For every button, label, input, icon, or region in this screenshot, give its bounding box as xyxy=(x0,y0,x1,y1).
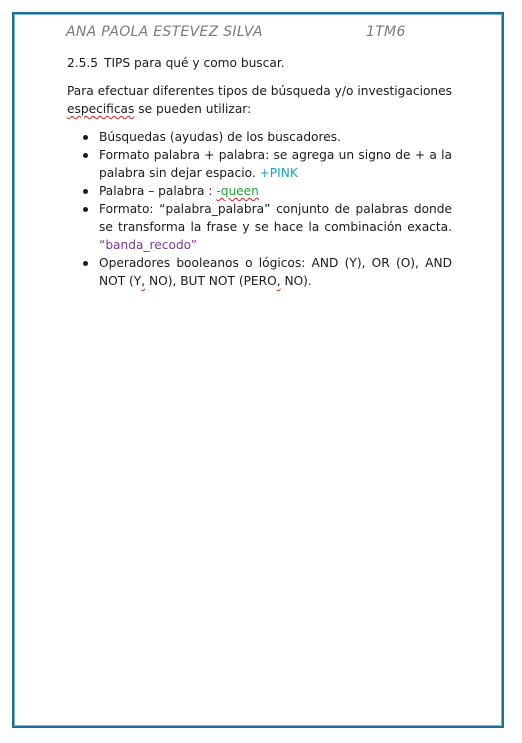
bullet-text: Operadores booleanos o lógicos: AND (Y), OR (O), AND NOT (Y xyxy=(99,256,452,288)
document-body xyxy=(67,54,452,290)
tips-list xyxy=(67,128,452,290)
section-number: 2.5.5 xyxy=(67,56,99,70)
example-exact-phrase: “banda_recodo” xyxy=(99,238,198,252)
list-item xyxy=(99,254,452,290)
document-header xyxy=(66,24,466,46)
bullet-text: Búsquedas (ayudas) de los buscadores. xyxy=(99,130,341,144)
bullet-text: Palabra – palabra : xyxy=(99,184,217,198)
spellcheck-flagged-word: especificas xyxy=(67,102,135,116)
example-minus-queen: -queen xyxy=(216,184,259,198)
spellcheck-flagged-comma: , xyxy=(276,274,281,288)
section-title: TIPS para qué y como buscar. xyxy=(104,56,285,70)
spellcheck-flagged-comma: , xyxy=(141,274,146,288)
bullet-text: Formato palabra + palabra: se agrega un signo de + a la palabra sin dejar espacio. xyxy=(99,148,452,180)
list-item xyxy=(99,146,452,182)
bullet-text: NO), BUT NOT (PERO xyxy=(145,274,277,288)
bullet-text: Formato: “palabra_palabra” conjunto de palabras donde se transforma la frase y se hace la combinación exacta. xyxy=(99,202,452,234)
list-item xyxy=(99,128,452,146)
section-heading xyxy=(67,54,452,72)
list-item xyxy=(99,200,452,254)
example-plus-pink: +PINK xyxy=(259,166,298,180)
author-name: ANA PAOLA ESTEVEZ SILVA xyxy=(66,24,263,40)
bullet-text: NO). xyxy=(280,274,312,288)
group-code: 1TM6 xyxy=(366,24,406,40)
intro-paragraph xyxy=(67,82,452,118)
list-item xyxy=(99,182,452,200)
intro-text-end: se pueden utilizar: xyxy=(134,102,252,116)
intro-text-start: Para efectuar diferentes tipos de búsqueda y/o investigaciones xyxy=(67,84,452,98)
